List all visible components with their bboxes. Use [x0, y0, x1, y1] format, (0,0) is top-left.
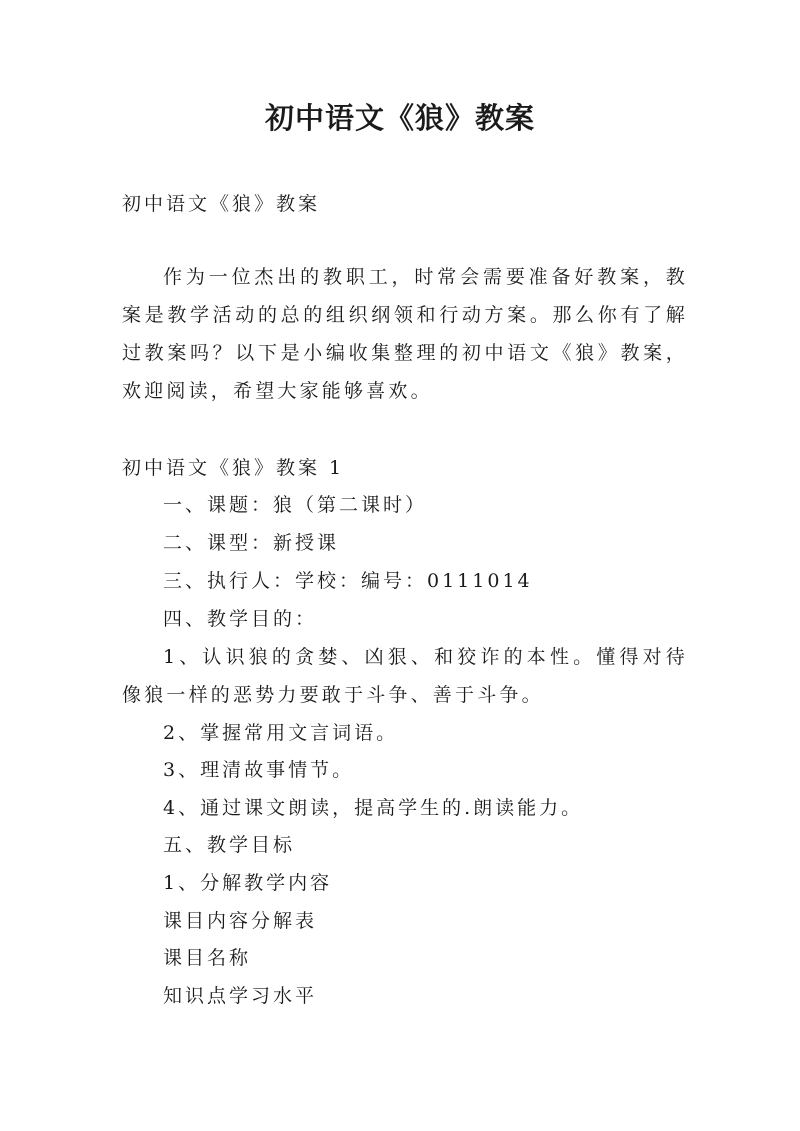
- item-teaching-goals: 五、教学目标: [163, 834, 296, 856]
- item-lesson-type: 二、课型：新授课: [163, 532, 340, 554]
- objective-2: 2、掌握常用文言词语。: [163, 722, 399, 744]
- document-subtitle: 初中语文《狼》教案: [122, 193, 321, 215]
- document-title: 初中语文《狼》教案: [264, 101, 535, 135]
- item-executor: 三、执行人：学校：编号：0111014: [163, 570, 533, 592]
- item-subject-name: 课目名称: [163, 947, 252, 969]
- item-content-table: 课目内容分解表: [163, 910, 318, 932]
- objective-1: 1、认识狼的贪婪、凶狠、和狡诈的本性。懂得对待像狼一样的恶势力要敢于斗争、善于斗争。: [122, 646, 688, 706]
- intro-paragraph: 作为一位杰出的教职工，时常会需要准备好教案，教案是教学活动的总的组织纲领和行动方案。那么你有了解过教案吗？以下是小编收集整理的初中语文《狼》教案，欢迎阅读，希望大家能够喜欢。: [122, 266, 688, 402]
- objective-4: 4、通过课文朗读，提高学生的.朗读能力。: [163, 797, 584, 819]
- item-knowledge-level: 知识点学习水平: [163, 985, 318, 1007]
- objective-3: 3、理清故事情节。: [163, 759, 355, 781]
- section-heading: 初中语文《狼》教案 1: [122, 457, 345, 479]
- item-decompose-content: 1、分解教学内容: [163, 872, 333, 894]
- item-topic: 一、课题：狼（第二课时）: [163, 494, 428, 516]
- item-teaching-purpose: 四、教学目的：: [163, 608, 318, 630]
